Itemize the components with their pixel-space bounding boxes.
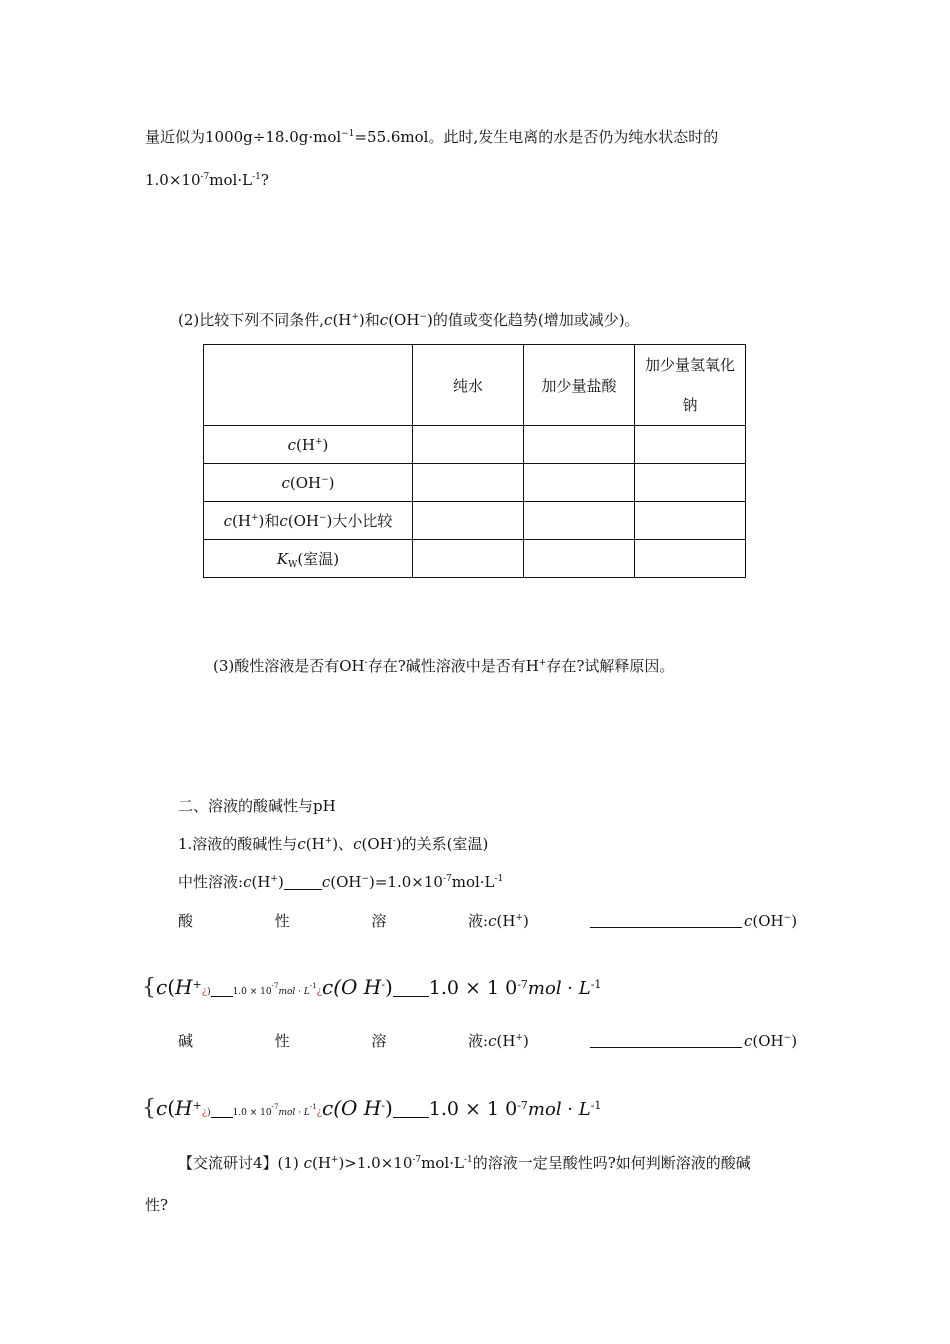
table-row xyxy=(204,426,746,464)
question-2: (2)比较下列不同条件,c(H+)和c(OH−)的值或变化趋势(增加或减少)。 xyxy=(178,311,640,329)
acid-expression: :c(H+) xyxy=(483,912,529,930)
answer-blank[interactable] xyxy=(284,875,322,890)
base-label: 碱 性 溶 液 xyxy=(178,1032,483,1050)
base-formula: {c(H+¿) $1.0 \times 10^{-7}mol$ · $L^{-1}¿c(O$ H-) 1.0 × 1 $0^{-7}mol \cdot L^{-1}$ xyxy=(142,1096,602,1121)
row-label-oh: c(OH−) xyxy=(204,464,413,502)
table-cell[interactable] xyxy=(635,426,746,464)
row-label-h: c(H+) xyxy=(204,426,413,464)
header-cell-empty xyxy=(204,345,413,426)
base-oh: c(OH−) xyxy=(744,1032,798,1050)
para1-line1: 量近似为1000g÷18.0g·mol$^{-1}$=55.6mol。此时,发生电离的水是否仍为纯水状态时的 xyxy=(145,128,719,146)
table-cell[interactable] xyxy=(635,540,746,578)
discussion-line2: 性? xyxy=(145,1196,169,1214)
table-row xyxy=(204,540,746,578)
table-cell[interactable] xyxy=(635,502,746,540)
question-3: (3)酸性溶液是否有OH-存在?碱性溶液中是否有H+存在?试解释原因。 xyxy=(213,657,675,675)
comparison-table xyxy=(203,344,746,578)
table-cell[interactable] xyxy=(413,502,524,540)
acid-answer-blank[interactable] xyxy=(590,913,742,928)
table-cell[interactable] xyxy=(524,464,635,502)
row-label-compare: c(H+)和c(OH−)大小比较 xyxy=(204,502,413,540)
acid-formula: {c(H+¿) $1.0 \times 10^{-7}mol$ · $L^{-1}¿c(O$ H-) 1.0 × 1 $0^{-7}mol \cdot L^{-1}$ xyxy=(142,975,602,1000)
table-cell[interactable] xyxy=(524,502,635,540)
para1-line2: $1.0\times 10^{-7}mol\cdot L^{-1}$? xyxy=(145,171,269,189)
answer-blank[interactable] xyxy=(393,982,429,997)
table-row xyxy=(204,502,746,540)
table-row xyxy=(204,464,746,502)
base-answer-blank[interactable] xyxy=(590,1033,742,1048)
row-label-kw: $K_W$(室温) xyxy=(204,540,413,578)
discussion-line1: 【交流研讨4】(1) $c(H^+)>1.0\times 10^{-7}mol\cdot L^{-1}$的溶液一定呈酸性吗?如何判断溶液的酸碱 xyxy=(178,1154,751,1172)
base-expression: :c(H+) xyxy=(483,1032,529,1050)
table-cell[interactable] xyxy=(413,426,524,464)
answer-blank[interactable] xyxy=(211,988,233,997)
section-2-title: 二、溶液的酸碱性与pH xyxy=(178,797,336,815)
table-cell[interactable] xyxy=(413,464,524,502)
section-2-subtitle: 1.溶液的酸碱性与c(H+)、c(OH-)的关系(室温) xyxy=(178,835,489,853)
table-cell[interactable] xyxy=(524,540,635,578)
answer-blank[interactable] xyxy=(393,1103,429,1118)
header-cell-pure-water: 纯水 xyxy=(413,345,524,426)
acid-label: 酸 性 溶 液 xyxy=(178,912,483,930)
acid-oh: c(OH−) xyxy=(744,912,798,930)
header-cell-acid: 加少量盐酸 xyxy=(524,345,635,426)
neutral-solution-line: 中性溶液:c(H+) $c(OH^-)=1.0\times 10^{-7}mol\cdot L^{-1}$ xyxy=(178,873,504,891)
table-cell[interactable] xyxy=(635,464,746,502)
header-cell-base: 加少量氢氧化 钠 xyxy=(635,345,746,426)
table-cell[interactable] xyxy=(413,540,524,578)
answer-blank[interactable] xyxy=(211,1109,233,1118)
table-cell[interactable] xyxy=(524,426,635,464)
table-header-row xyxy=(204,345,746,426)
